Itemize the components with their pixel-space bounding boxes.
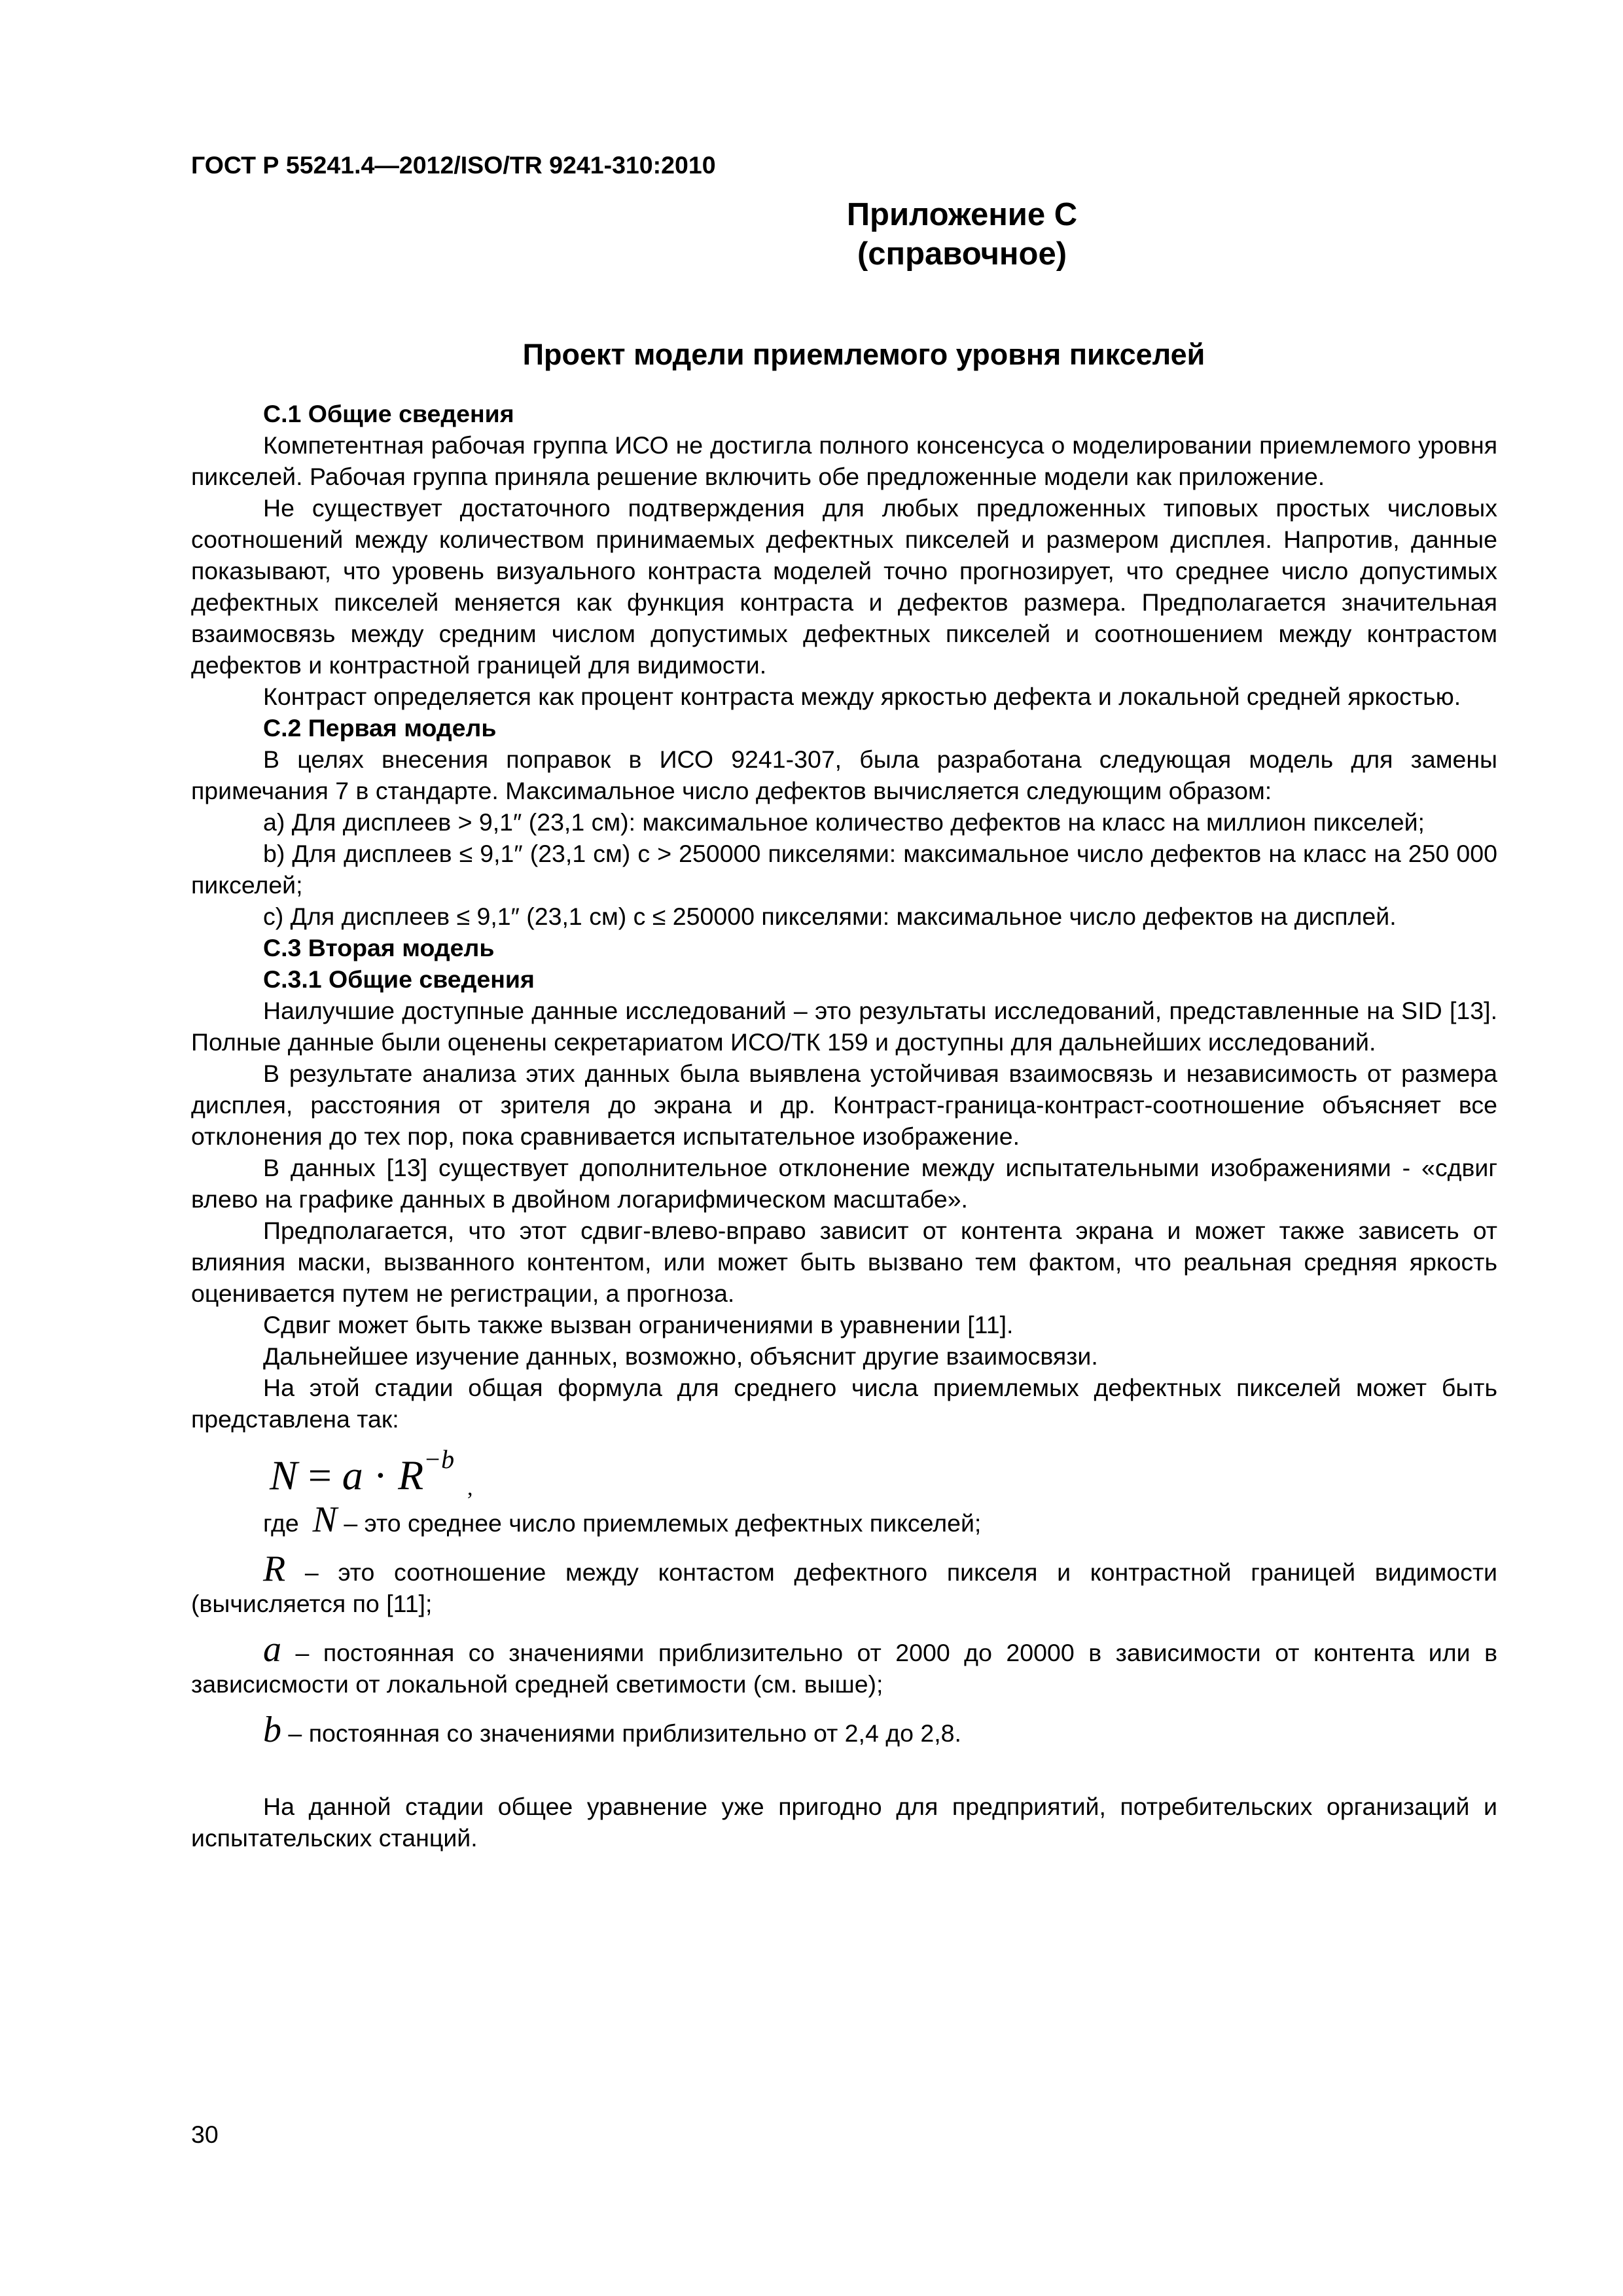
- section-c3-heading: С.3 Вторая модель: [263, 934, 495, 961]
- formula-equals: =: [297, 1452, 342, 1499]
- section-c3-paragraph: Предполагается, что этот сдвиг-влево-вправо зависит от контента экрана и может также зависеть от влияния маски, вызванного контентом, или может быть вызвано тем фактом, что реальная средняя яркость оценивается путем не регистрации, а прогноза.: [191, 1217, 1497, 1307]
- symbol-a: a: [263, 1629, 281, 1670]
- list-item: с) Для дисплеев ≤ 9,1″ (23,1 см) с ≤ 250000 пикселями: максимальное число дефектов на дисплей.: [263, 903, 1397, 930]
- formula: [270, 1440, 1497, 1500]
- section-c2-paragraph: В целях внесения поправок в ИСО 9241-307, была разработана следующая модель для замены примечания 7 в стандарте. Максимальное число дефектов вычисляется следующим образом:: [191, 745, 1497, 804]
- symbol-r: R: [263, 1549, 286, 1589]
- formula-comma: ,: [467, 1476, 473, 1500]
- definition-b: [191, 1710, 1497, 1750]
- definition-n: [191, 1499, 1497, 1540]
- standard-header: ГОСТ Р 55241.4—2012/ISO/TR 9241-310:2010: [191, 151, 716, 179]
- formula-a: a: [342, 1452, 363, 1499]
- formula-r: R: [398, 1452, 424, 1499]
- appendix-note: (справочное): [857, 236, 1067, 272]
- definitions: [191, 1499, 1497, 1750]
- list-item: b) Для дисплеев ≤ 9,1″ (23,1 см) с > 250000 пикселями: максимальное число дефектов на класс на 250 000 пикселей;: [191, 840, 1497, 899]
- list-item: а) Для дисплеев > 9,1″ (23,1 см): максимальное количество дефектов на класс на миллион пикселей;: [263, 808, 1425, 836]
- formula-exponent: −b: [423, 1444, 455, 1474]
- where-label: где: [263, 1509, 299, 1537]
- section-c3-paragraph: Дальнейшее изучение данных, возможно, объяснит другие взаимосвязи.: [263, 1342, 1098, 1370]
- formula-dot: ·: [363, 1452, 399, 1499]
- model-list: [191, 806, 1497, 932]
- section-c1-paragraph: Контраст определяется как процент контраста между яркостью дефекта и локальной средней яркостью.: [263, 683, 1461, 710]
- section-c31-heading: С.3.1 Общие сведения: [263, 965, 535, 993]
- appendix-title: Приложение С: [846, 197, 1078, 232]
- page-title: Проект модели приемлемого уровня пикселей: [522, 338, 1205, 371]
- section-c3-paragraph: На этой стадии общая формула для среднего числа приемлемых дефектных пикселей может быть представлена так:: [191, 1374, 1497, 1433]
- section-c1-paragraph: Не существует достаточного подтверждения для любых предложенных типовых простых числовых соотношений между количеством принимаемых дефектных пикселей и размером дисплея. Напротив, данные показывают, что уровень визуального контраста моделей точно прогнозирует, что среднее число допустимых дефектных пикселей меняется как функция контраста и дефектов размера. Предполагается значительная взаимосвязь между средним числом допустимых дефектных пикселей и соотношением между контрастом дефектов и контрастной границей для видимости.: [191, 494, 1497, 679]
- page-number: 30: [191, 2121, 219, 2148]
- page-content: [191, 149, 1497, 1854]
- section-c3-paragraph: В результате анализа этих данных была выявлена устойчивая взаимосвязь и независимость от размера дисплея, расстояния от зрителя до экрана и др. Контраст-граница-контраст-соотношение объясняет все отклонения до тех пор, пока сравнивается испытательное изображение.: [191, 1060, 1497, 1150]
- definition-r: [191, 1549, 1497, 1619]
- final-paragraph: На данной стадии общее уравнение уже пригодно для предприятий, потребительских организаций и испытательских станций.: [191, 1793, 1497, 1852]
- section-c3-paragraph: В данных [13] существует дополнительное отклонение между испытательными изображениями - «сдвиг влево на графике данных в двойном логарифмическом масштабе».: [191, 1154, 1497, 1213]
- definition-a: [191, 1629, 1497, 1700]
- formula-n: N: [270, 1452, 298, 1499]
- symbol-b: b: [263, 1710, 281, 1750]
- definition-text: – постоянная со значениями приблизительно от 2000 до 20000 в зависимости от контента или в зависисмости от локальной средней светимости (см. выше);: [191, 1639, 1497, 1698]
- symbol-n: N: [312, 1499, 337, 1540]
- section-c3-paragraph: Сдвиг может быть также вызван ограничениями в уравнении [11].: [263, 1311, 1014, 1338]
- section-c2-heading: С.2 Первая модель: [263, 714, 497, 742]
- section-c1-paragraph: Компетентная рабочая группа ИСО не достигла полного консенсуса о моделировании приемлемого уровня пикселей. Рабочая группа приняла решение включить обе предложенные модели как приложение.: [191, 431, 1497, 490]
- definition-text: – постоянная со значениями приблизительно от 2,4 до 2,8.: [281, 1719, 961, 1747]
- definition-text: – это соотношение между контастом дефектного пикселя и контрастной границей видимости (вычисляется по [11];: [191, 1558, 1497, 1617]
- definition-text: – это среднее число приемлемых дефектных пикселей;: [336, 1509, 982, 1537]
- section-c1-heading: С.1 Общие сведения: [263, 400, 514, 427]
- section-c3-paragraph: Наилучшие доступные данные исследований – это результаты исследований, представленные на SID [13]. Полные данные были оценены секретариатом ИСО/ТК 159 и доступны для дальнейших исследований.: [191, 997, 1497, 1056]
